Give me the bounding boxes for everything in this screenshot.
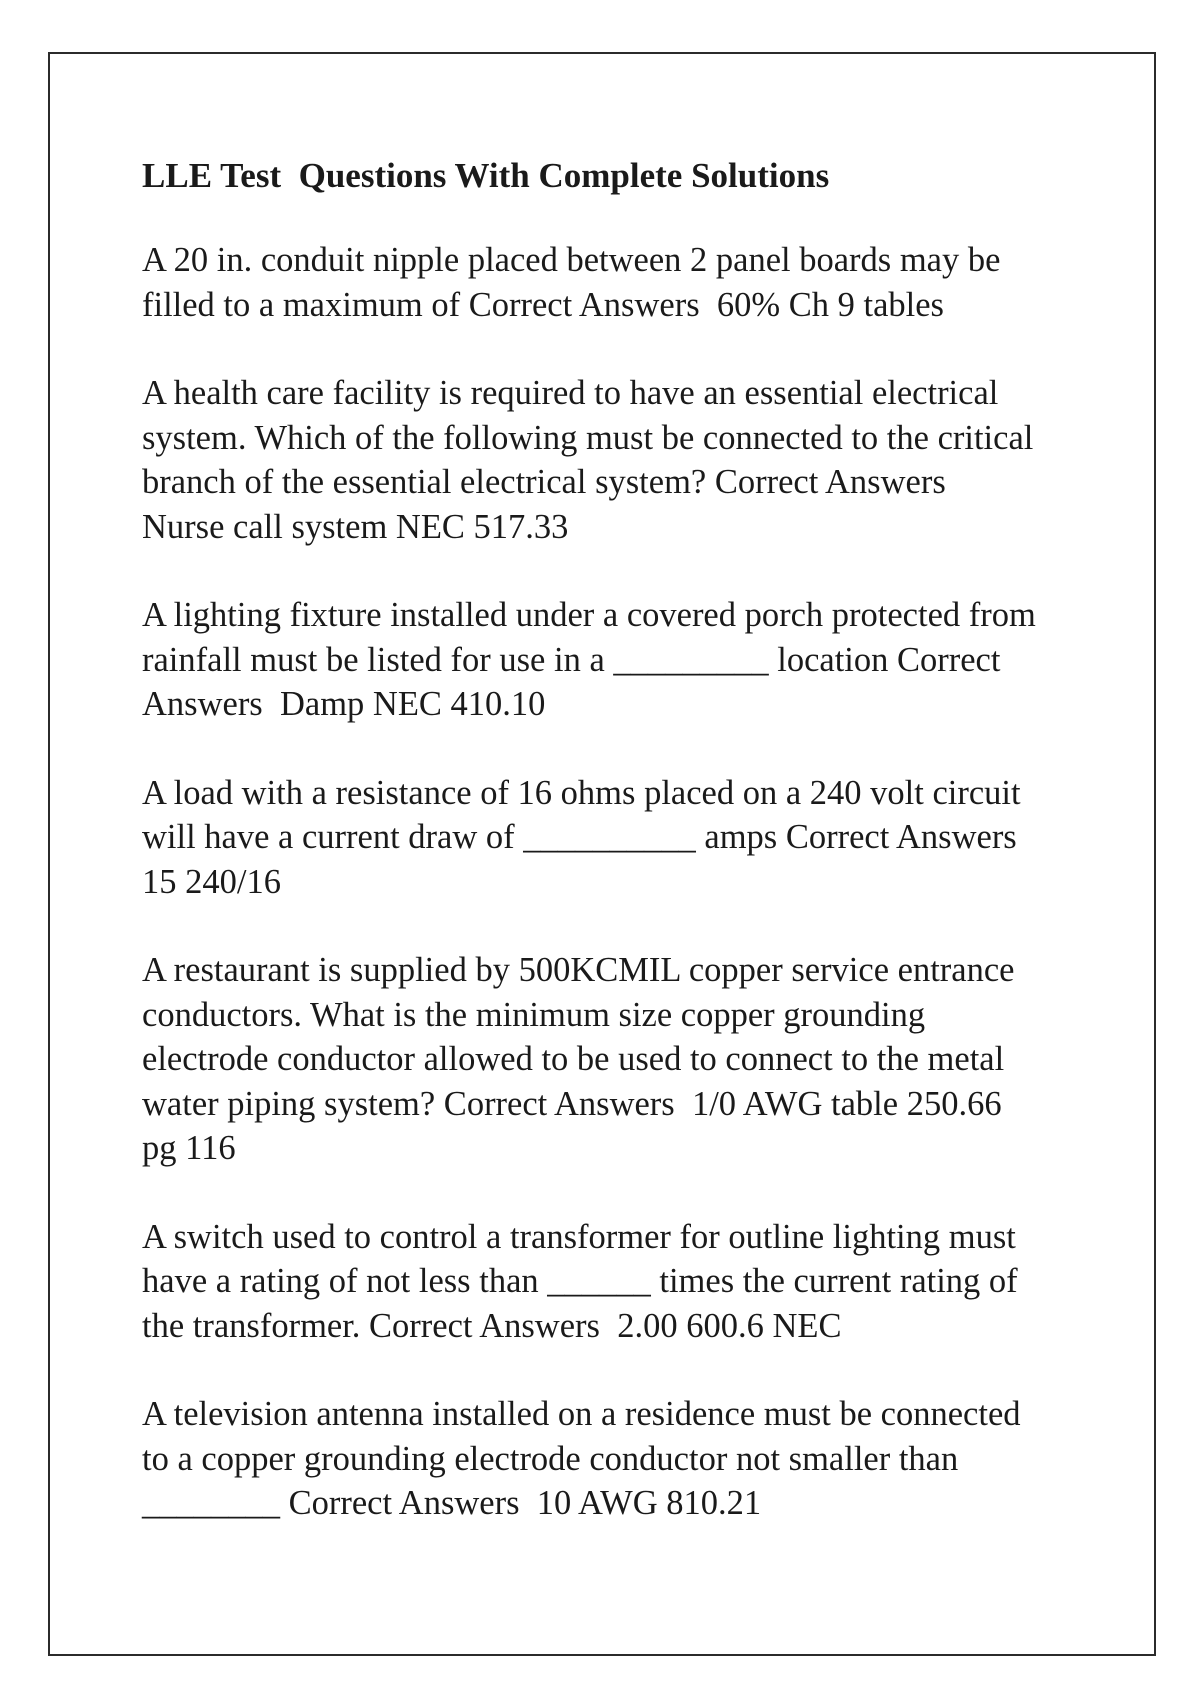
question-answer-6: A switch used to control a transformer for outline lighting must have a rating of not less than ______ times the current rating of the transformer. Correct Answers 2.00 600.6 NEC (142, 1217, 1018, 1345)
question-answer-2: A health care facility is required to have an essential electrical system. Which of the following must be connected to the critical branch of the essential electrical system? Correct Answers Nurse call system NEC 517.33 (142, 374, 1034, 546)
question-answer-1: A 20 in. conduit nipple placed between 2 panel boards may be filled to a maximum of Correct Answers 60% Ch 9 tables (142, 241, 1001, 324)
question-answer-4: A load with a resistance of 16 ohms placed on a 240 volt circuit will have a current draw of __________ amps Correct Answers 15 240/16 (142, 773, 1021, 901)
question-answer-7: A television antenna installed on a residence must be connected to a copper grounding electrode conductor not smaller than ________ Correct Answers 10 AWG 810.21 (142, 1395, 1021, 1522)
question-answer-5: A restaurant is supplied by 500KCMIL copper service entrance conductors. What is the minimum size copper grounding electrode conductor allowed to be used to connect to the metal water piping system? Correct Answers 1/0 AWG table 250.66 pg 116 (142, 951, 1015, 1167)
document-title: LLE Test Questions With Complete Solutions (142, 156, 830, 195)
question-answer-3: A lighting fixture installed under a covered porch protected from rainfall must be listed for use in a _________ location Correct Answers Damp NEC 410.10 (142, 596, 1036, 723)
document-body (142, 154, 1082, 1526)
